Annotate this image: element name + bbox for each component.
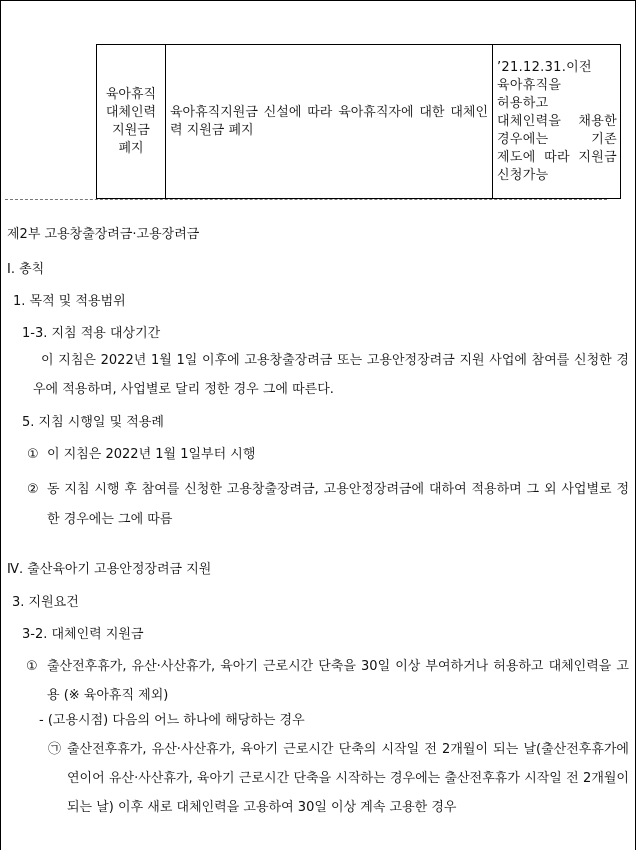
- hiring-subitem-text: 출산전후휴가, 유산·사산휴가, 육아기 근로시간 단축의 시작일 전 2개월이 되는 날(출산전후휴가에 연이어 유산·사산휴가, 육아기 근로시간 단축을 시작하는 경우에는 출산전후휴가 시작일 전 2개월이 되는 날) 이후 새로 대체인력을 고용하여 30일 이상 계속 고용한 경우: [67, 742, 629, 815]
- table-cell-note: [493, 45, 621, 199]
- effective-item-2-text: 동 지침 시행 후 참여를 신청한 고용창출장려금, 고용안정장려금에 대하여 적용하며 그 외 사업별로 정한 경우에는 그에 따름: [47, 482, 629, 527]
- table-cell-label: [97, 45, 166, 199]
- chapter-title-general: I. 총칙: [7, 262, 45, 277]
- section-effective-date: 5. 지침 시행일 및 적용례: [22, 415, 164, 430]
- change-table: [96, 44, 621, 199]
- subsection-replacement: 3-2. 대체인력 지원금: [22, 627, 144, 642]
- table-note-text: ’21.12.31.이전 육아휴직을 허용하고 대체인력을 채용한 경우에는 기존 제도에 따라 지원금 신청가능: [497, 60, 617, 183]
- chapter-title-parental: Ⅳ. 출산육아기 고용안정장려금 지원: [7, 562, 212, 577]
- table-row: [97, 45, 621, 199]
- effective-item-1: 이 지침은 2022년 1월 1일부터 시행: [47, 447, 256, 462]
- replacement-item-1: [47, 652, 629, 710]
- subitem-marker: ㉠: [48, 742, 62, 757]
- item-marker: ①: [26, 659, 38, 674]
- section-divider: [5, 199, 607, 200]
- table-cell-description: [166, 45, 493, 199]
- item-marker: ②: [27, 482, 39, 497]
- table-description-text: 육아휴직지원금 신설에 따라 육아휴직자에 대한 대체인력 지원금 폐지: [170, 104, 488, 138]
- part-title: 제2부 고용창출장려금·고용장려금: [7, 227, 200, 242]
- table-label-text: 육아휴직 대체인력 지원금 폐지: [105, 86, 157, 156]
- hiring-subitem: [67, 735, 629, 822]
- section-purpose-scope: 1. 목적 및 적용범위: [13, 294, 126, 309]
- section-requirements: 3. 지원요건: [12, 595, 79, 610]
- period-paragraph: 이 지침은 2022년 1월 1일 이후에 고용창출장려금 또는 고용안정장려금 지원 사업에 참여를 신청한 경우에 적용하며, 사업별로 달리 정한 경우 그에 따른다.: [33, 353, 629, 397]
- hiring-timing: - (고용시점) 다음의 어느 하나에 해당하는 경우: [39, 713, 305, 728]
- effective-item-2: [47, 475, 629, 535]
- item-marker: ①: [27, 447, 39, 462]
- replacement-item-1-text: 출산전후휴가, 유산·사산휴가, 육아기 근로시간 단축을 30일 이상 부여하거나 허용하고 대체인력을 고용 (※ 육아휴직 제외): [47, 659, 629, 703]
- subsection-period: 1-3. 지침 적용 대상기간: [22, 326, 161, 341]
